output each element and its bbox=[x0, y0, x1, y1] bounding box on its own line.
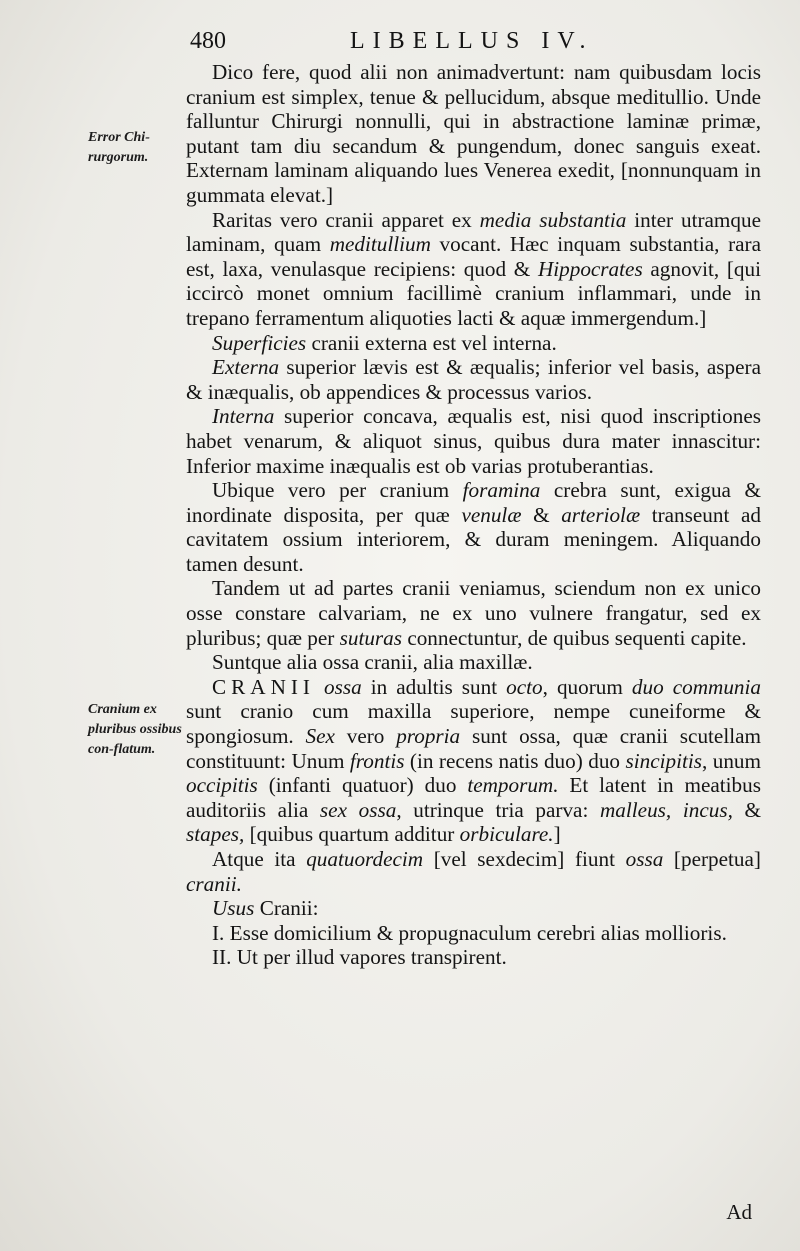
paragraph-12: I. Esse domicilium & propugnaculum cerebri alias mollioris. bbox=[212, 920, 727, 945]
body-text bbox=[186, 60, 761, 970]
paragraph-10: Atque ita quatuordecim [vel sexdecim] fiunt ossa [perpetua] cranii. bbox=[186, 847, 761, 896]
paragraph-13: II. Ut per illud vapores transpirent. bbox=[212, 945, 507, 970]
page-number: 480 bbox=[190, 28, 226, 54]
paragraph-4: Externa superior lævis est & æqualis; inferior vel basis, aspera & inæqualis, ob appendices & processus varios. bbox=[186, 355, 761, 404]
page-header bbox=[190, 26, 790, 62]
paragraph-5: Interna superior concava, æqualis est, nisi quod inscriptiones habet venarum, & aliquot sinus, quibus dura mater innascitur: Inferior maxime inæqualis est ob varias protuberantias. bbox=[186, 404, 761, 478]
paragraph-8: Suntque alia ossa cranii, alia maxillæ. bbox=[212, 650, 533, 675]
margin-note-cranium: Cranium ex pluribus ossibus con-flatum. bbox=[88, 702, 182, 757]
paragraph-11: Usus Cranii: bbox=[212, 896, 319, 921]
running-head: LIBELLUS IV. bbox=[350, 28, 594, 54]
paragraph-3: Superficies cranii externa est vel interna. bbox=[212, 330, 557, 355]
paragraph-6: Ubique vero per cranium foramina crebra sunt, exigua & inordinate disposita, per quæ venulæ & arteriolæ transeunt ad cavitatem ossium interiorem, & duram meningem. Aliquando tamen desunt. bbox=[186, 478, 762, 576]
catchword: Ad bbox=[726, 1200, 752, 1224]
paragraph-1: Dico fere, quod alii non animadvertunt: nam quibusdam locis cranium est simplex, tenue & pellucidum, absque meditullio. Unde falluntur Chirurgi nonnulli, qui in abstractione laminæ primæ, putant tam diu secandum & pungendum, donec sanguis exeat. Externam laminam aliquando lues Venerea exedit, [nonnunquam in gummata elevat.] bbox=[186, 60, 761, 207]
margin-note-error: Error Chi-rurgorum. bbox=[88, 130, 150, 165]
paragraph-2: Raritas vero cranii apparet ex media substantia inter utramque laminam, quam meditullium vocant. Hæc inquam substantia, rara est, laxa, venulasque recipiens: quod & Hippocrates agnovit, [qui iccircò monet omnium facillimè cranium inflammari, unde in trepano ferramentum aliquoties lacti & aquæ immergendum.] bbox=[186, 207, 761, 330]
paragraph-9: CRANII ossa in adultis sunt octo, quorum duo communia sunt cranio cum maxilla superiore, nempe cuneiforme & spongiosum. Sex vero propria sunt ossa, quæ cranii scutellam constituunt: Unum frontis (in recens natis duo) duo sincipitis, unum occipitis (infanti quatuor) duo temporum. Et latent in meatibus auditoriis alia sex ossa, utrinque tria parva: malleus, incus, & stapes, [quibus quartum additur orbiculare.] bbox=[186, 674, 762, 847]
paragraph-7: Tandem ut ad partes cranii veniamus, sciendum non ex unico osse constare calvariam, ne ex uno vulnere frangatur, sed ex pluribus; quæ per suturas connectuntur, de quibus sequenti capite. bbox=[186, 576, 761, 650]
